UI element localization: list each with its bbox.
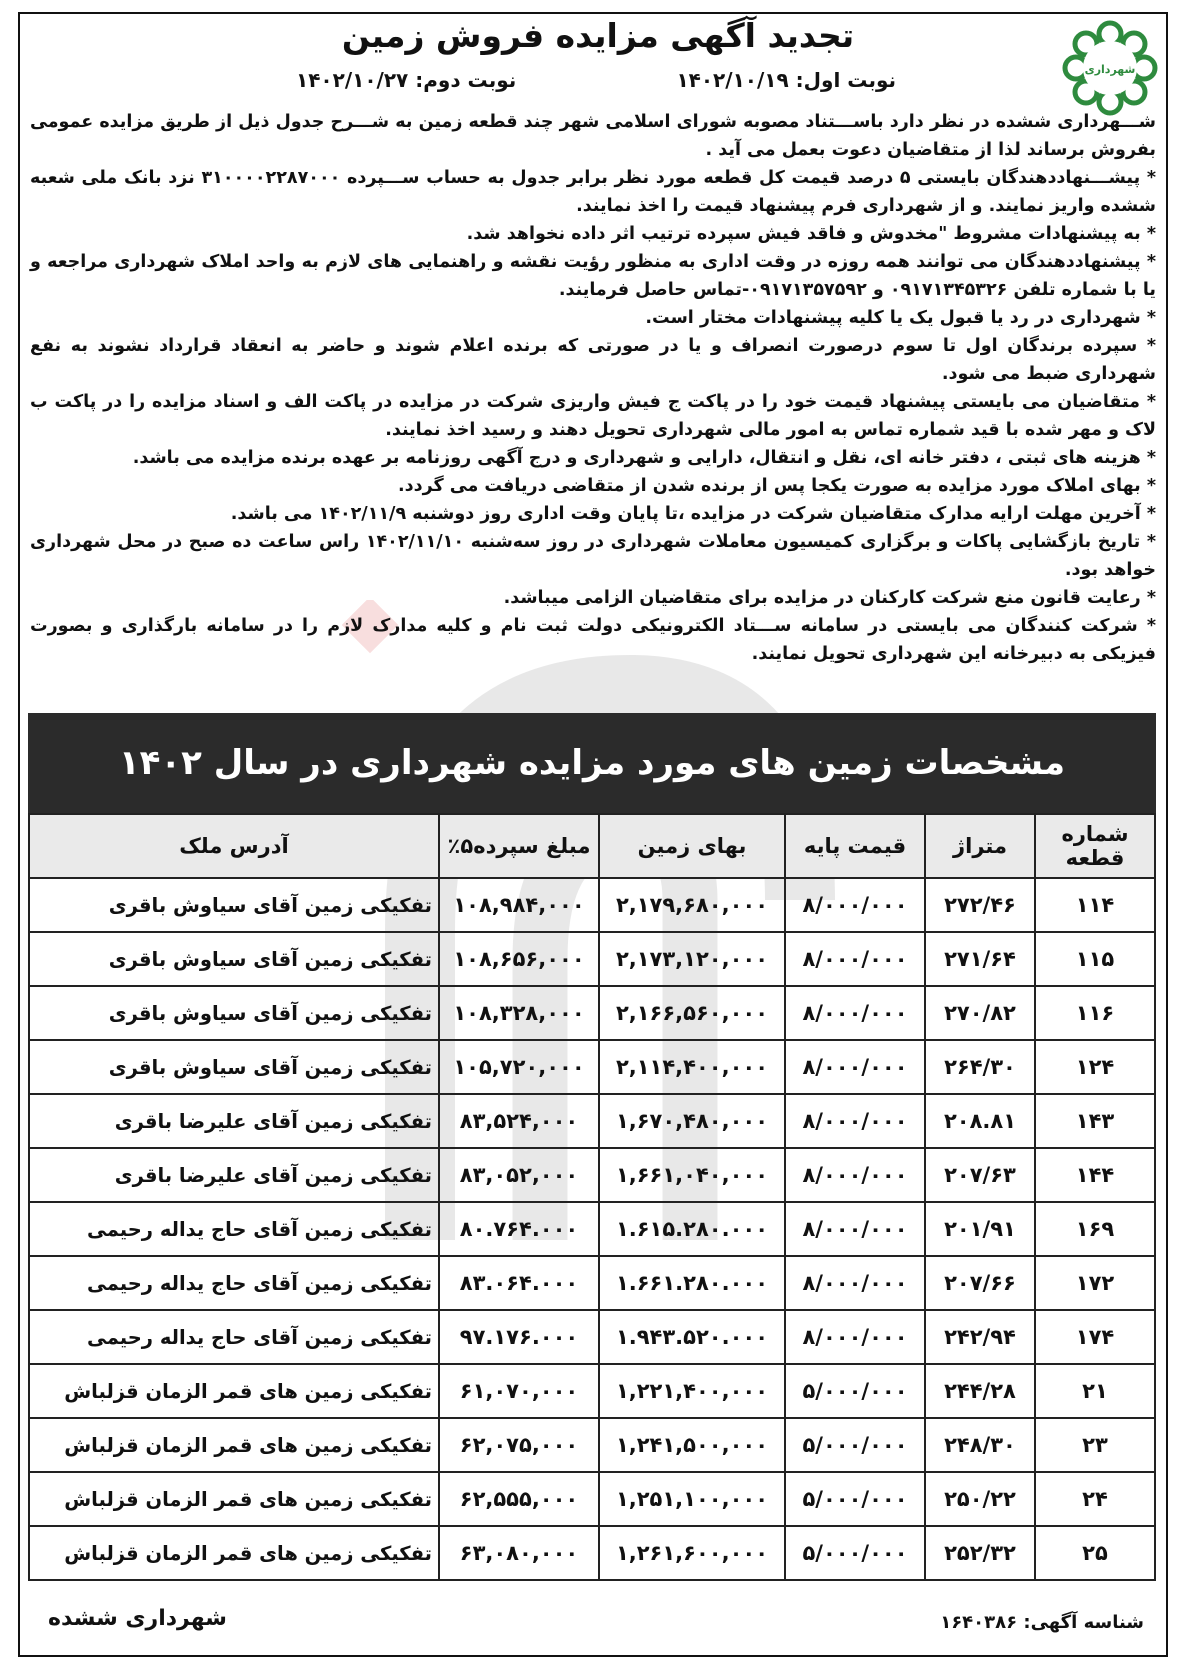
table-row [29,1202,1155,1256]
table-cell: تفکیکی زمین آقای سیاوش باقری [29,1040,439,1094]
table-row [29,1418,1155,1472]
table-cell: ۶۳,۰۸۰,۰۰۰ [439,1526,599,1580]
table-cell: ۱,۲۴۱,۵۰۰,۰۰۰ [599,1418,785,1472]
table-cell: ۸/۰۰۰/۰۰۰ [785,1202,925,1256]
announcement-body [30,108,1156,668]
paragraph: * پیشنهاددهندگان می توانند همه روزه در وقت اداری به منظور رؤیت نقشه و راهنمایی های لازم به واحد املاک شهرداری مراجعه و یا با شماره تلفن ۰۹۱۷۱۳۴۵۳۲۶ و ۰۹۱۷۱۳۵۷۵۹۲-تماس حاصل فرمایند. [30,252,1156,300]
table-cell: ۲۰۷/۶۳ [925,1148,1035,1202]
col-header: بهای زمین [599,814,785,878]
table-cell: ۱,۲۶۱,۶۰۰,۰۰۰ [599,1526,785,1580]
table-cell: ۲۷۲/۴۶ [925,878,1035,932]
table-cell: ۲,۱۶۶,۵۶۰,۰۰۰ [599,986,785,1040]
table-row [29,1472,1155,1526]
col-header: آدرس ملک [29,814,439,878]
table-cell: تفکیکی زمین آقای حاج یداله رحیمی [29,1310,439,1364]
table-cell: ۸۳,۵۲۴,۰۰۰ [439,1094,599,1148]
table-cell: ۲۷۱/۶۴ [925,932,1035,986]
table-body [29,878,1155,1580]
table-cell: تفکیکی زمین های قمر الزمان قزلباش [29,1472,439,1526]
table-cell: ۵/۰۰۰/۰۰۰ [785,1526,925,1580]
table-title: مشخصات زمین های مورد مزایده شهرداری در سال ۱۴۰۲ [28,713,1156,813]
paragraph: * هزینه های ثبتی ، دفتر خانه ای، نقل و انتقال، دارایی و شهرداری و درج آگهی روزنامه بر عهده برنده مزایده می باشد. [132,448,1156,468]
paragraph: * سپرده برندگان اول تا سوم درصورت انصراف و یا در صورتی که برنده اعلام شوند و حاضر به انعقاد قرارداد نشوند به نفع شهرداری ضبط می شود. [30,336,1156,384]
table-cell: ۱۴۴ [1035,1148,1155,1202]
first-round-date: نوبت اول: ۱۴۰۲/۱۰/۱۹ [676,68,896,92]
table-cell: ۲۰۱/۹۱ [925,1202,1035,1256]
table-cell: تفکیکی زمین آقای حاج یداله رحیمی [29,1202,439,1256]
table-cell: ۸/۰۰۰/۰۰۰ [785,878,925,932]
logo-label: شهرداری [1084,63,1136,76]
table-cell: تفکیکی زمین آقای سیاوش باقری [29,932,439,986]
table-row [29,1040,1155,1094]
table-cell: ۱۴۳ [1035,1094,1155,1148]
table-cell: ۸/۰۰۰/۰۰۰ [785,1256,925,1310]
table-cell: ۲۴۲/۹۴ [925,1310,1035,1364]
table-cell: ۸/۰۰۰/۰۰۰ [785,1040,925,1094]
municipality-signature: شهرداری ششده [48,1606,227,1631]
paragraph: * تاریخ بازگشایی پاکات و برگزاری کمیسیون معاملات شهرداری در روز سه‌شنبه ۱۴۰۲/۱۱/۱۰ راس ساعت ده صبح در محل شهرداری خواهد بود. [30,532,1156,580]
table-cell: ۱۱۶ [1035,986,1155,1040]
table-row [29,1148,1155,1202]
table-row [29,878,1155,932]
col-header: شماره قطعه [1035,814,1155,878]
table-row [29,1256,1155,1310]
table-row [29,932,1155,986]
header [150,14,1046,58]
table-cell: ۱,۶۶۱,۰۴۰,۰۰۰ [599,1148,785,1202]
table-cell: ۲۱ [1035,1364,1155,1418]
table-cell: ۱,۲۲۱,۴۰۰,۰۰۰ [599,1364,785,1418]
table-cell: ۵/۰۰۰/۰۰۰ [785,1364,925,1418]
table-cell: ۶۲,۵۵۵,۰۰۰ [439,1472,599,1526]
table-cell: تفکیکی زمین های قمر الزمان قزلباش [29,1418,439,1472]
table-cell: ۲۷۰/۸۲ [925,986,1035,1040]
table-cell: ۱.۹۴۳.۵۲۰.۰۰۰ [599,1310,785,1364]
paragraph: * شرکت کنندگان می بایستی در سامانه ســـتاد الکترونیکی دولت ثبت نام و کلیه مدارک لازم را در سامانه بارگذاری و بصورت فیزیکی به دبیرخانه این شهرداری تحویل نمایند. [30,616,1156,664]
table-cell: ۲۴۴/۲۸ [925,1364,1035,1418]
paragraph: شـــهرداری ششده در نظر دارد باســـتناد مصوبه شورای اسلامی شهر چند قطعه زمین به شـــرح جدول ذیل از طریق مزایده عمومی بفروش برساند لذا از متقاضیان دعوت بعمل می آید . [30,112,1156,160]
table-cell: ۵/۰۰۰/۰۰۰ [785,1418,925,1472]
table-cell: ۸۳.۰۶۴.۰۰۰ [439,1256,599,1310]
table-cell: ۸/۰۰۰/۰۰۰ [785,986,925,1040]
second-round-date: نوبت دوم: ۱۴۰۲/۱۰/۲۷ [296,68,517,92]
paragraph: * آخرین مهلت ارایه مدارک متقاضیان شرکت در مزایده ،تا پایان وقت اداری روز دوشنبه ۱۴۰۲/۱۱/۹ می باشد. [230,504,1156,524]
table-cell: ۸/۰۰۰/۰۰۰ [785,1310,925,1364]
table-cell: ۱۰۸,۳۲۸,۰۰۰ [439,986,599,1040]
table-cell: تفکیکی زمین های قمر الزمان قزلباش [29,1526,439,1580]
table-cell: ۲۴ [1035,1472,1155,1526]
table-row [29,1364,1155,1418]
paragraph: * شهرداری در رد یا قبول یک یا کلیه پیشنهادات مختار است. [645,308,1156,328]
table-cell: ۱۰۸,۹۸۴,۰۰۰ [439,878,599,932]
table-row [29,1526,1155,1580]
paragraph: * متقاضیان می بایستی پیشنهاد قیمت خود را در پاکت ج فیش واریزی شرکت در مزایده در پاکت الف و اسناد مزایده را در پاکت ب لاک و مهر شده با قید شماره تماس به امور مالی شهرداری تحویل دهند و رسید اخذ نمایند. [30,392,1156,440]
municipality-logo-icon [1060,18,1160,118]
paragraph: * رعایت قانون منع شرکت کارکنان در مزایده برای متقاضیان الزامی میباشد. [503,588,1156,608]
col-header: متراژ [925,814,1035,878]
table-cell: ۸/۰۰۰/۰۰۰ [785,1094,925,1148]
table-cell: ۱۱۴ [1035,878,1155,932]
table-cell: ۱,۲۵۱,۱۰۰,۰۰۰ [599,1472,785,1526]
page-title: تجدید آگهی مزایده فروش زمین [341,16,855,55]
table-cell: ۲,۱۷۹,۶۸۰,۰۰۰ [599,878,785,932]
table-cell: ۲۰۷/۶۶ [925,1256,1035,1310]
table-cell: ۶۲,۰۷۵,۰۰۰ [439,1418,599,1472]
table-cell: ۲۳ [1035,1418,1155,1472]
table-cell: تفکیکی زمین های قمر الزمان قزلباش [29,1364,439,1418]
land-table [28,813,1156,1581]
table-header-row [29,814,1155,878]
table-cell: تفکیکی زمین آقای علیرضا باقری [29,1094,439,1148]
table-cell: ۱۶۹ [1035,1202,1155,1256]
table-cell: ۵/۰۰۰/۰۰۰ [785,1472,925,1526]
table-row [29,1094,1155,1148]
table-cell: ۲۵۰/۲۲ [925,1472,1035,1526]
table-cell: ۱.۶۶۱.۲۸۰.۰۰۰ [599,1256,785,1310]
round-dates [296,68,896,98]
paragraph: * بهای املاک مورد مزایده به صورت یکجا پس از برنده شدن از متقاضی دریافت می گردد. [398,476,1156,496]
table-cell: تفکیکی زمین آقای سیاوش باقری [29,986,439,1040]
table-cell: تفکیکی زمین آقای سیاوش باقری [29,878,439,932]
paragraph: * به پیشنهادات مشروط "مخدوش و فاقد فیش سپرده ترتیب اثر داده نخواهد شد. [466,224,1156,244]
table-cell: ۱۰۸,۶۵۶,۰۰۰ [439,932,599,986]
table-cell: ۱,۶۷۰,۴۸۰,۰۰۰ [599,1094,785,1148]
table-cell: ۸/۰۰۰/۰۰۰ [785,1148,925,1202]
table-cell: ۲۴۸/۳۰ [925,1418,1035,1472]
table-cell: ۲۰۸.۸۱ [925,1094,1035,1148]
table-cell: ۱۲۴ [1035,1040,1155,1094]
ad-id: شناسه آگهی: ۱۶۴۰۳۸۶ [940,1612,1144,1633]
table-cell: تفکیکی زمین آقای حاج یداله رحیمی [29,1256,439,1310]
table-cell: ۸/۰۰۰/۰۰۰ [785,932,925,986]
paragraph: * پیشـــنهاددهندگان بایستی ۵ درصد قیمت کل قطعه مورد نظر برابر جدول به حساب ســـپرده ۳۱۰۰۰۰۲۲۸۷۰۰۰ نزد بانک ملی شعبه ششده واریز نمایند. و از شهرداری فرم پیشنهاد قیمت را اخذ نمایند. [30,168,1156,216]
col-header: قیمت پایه [785,814,925,878]
table-cell: ۸۰.۷۶۴.۰۰۰ [439,1202,599,1256]
table-cell: ۹۷.۱۷۶.۰۰۰ [439,1310,599,1364]
land-table-section [28,713,1156,1581]
table-cell: ۱۰۵,۷۲۰,۰۰۰ [439,1040,599,1094]
table-cell: ۶۱,۰۷۰,۰۰۰ [439,1364,599,1418]
col-header: مبلغ سپرده۵٪ [439,814,599,878]
table-cell: ۲۶۴/۳۰ [925,1040,1035,1094]
table-cell: تفکیکی زمین آقای علیرضا باقری [29,1148,439,1202]
table-cell: ۱۷۲ [1035,1256,1155,1310]
table-cell: ۱۱۵ [1035,932,1155,986]
table-row [29,986,1155,1040]
table-cell: ۲۵۲/۳۲ [925,1526,1035,1580]
table-cell: ۱۷۴ [1035,1310,1155,1364]
table-cell: ۱.۶۱۵.۲۸۰.۰۰۰ [599,1202,785,1256]
table-cell: ۲,۱۱۴,۴۰۰,۰۰۰ [599,1040,785,1094]
table-cell: ۸۳,۰۵۲,۰۰۰ [439,1148,599,1202]
table-cell: ۲۵ [1035,1526,1155,1580]
table-cell: ۲,۱۷۳,۱۲۰,۰۰۰ [599,932,785,986]
table-row [29,1310,1155,1364]
